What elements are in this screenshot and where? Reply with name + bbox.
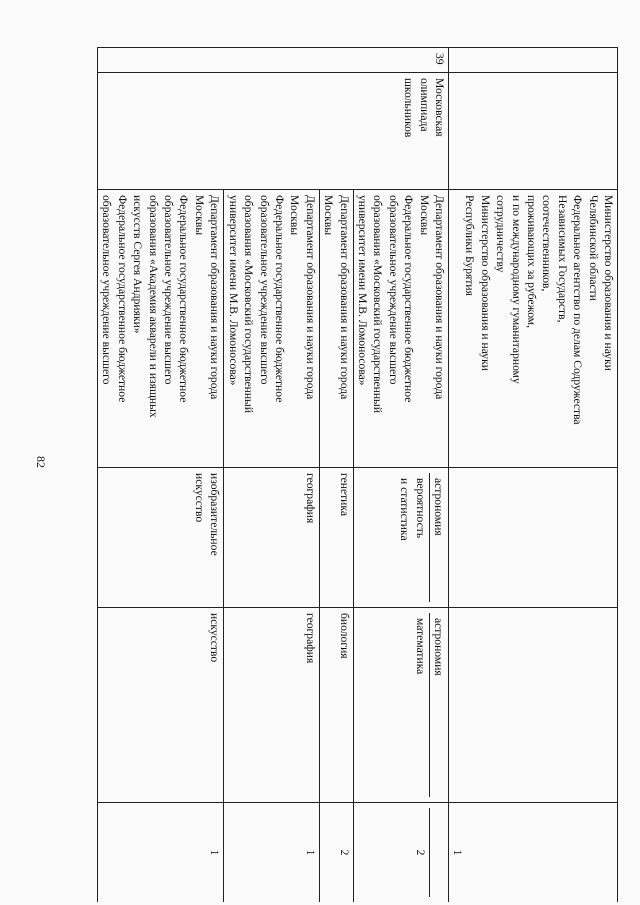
cell-profile-subject: биология	[319, 608, 353, 803]
organizer-line: образования «Московский государственный	[371, 195, 385, 414]
continued-row	[449, 48, 618, 903]
olympiad-name-line: Московская	[433, 78, 446, 137]
organizer-line: Федеральное агентство по делам Содружества	[571, 195, 585, 425]
organizer-line: искусств Сергея Андрияки»	[131, 195, 145, 334]
organizer-line: Москвы	[322, 195, 336, 236]
cell-organizers	[98, 190, 224, 468]
row-number: 39	[433, 53, 446, 65]
cell-level	[449, 803, 618, 903]
level-subtable	[396, 808, 447, 897]
organizer-line: образования «Московский государственный	[242, 195, 256, 414]
subject-item: астрономия	[432, 618, 445, 676]
organizer-line: Республики Бурятия	[463, 195, 477, 296]
organizer-line: образовательное учреждение высшего	[257, 195, 271, 385]
rotated-table-wrapper	[83, 47, 618, 902]
cell-profile-subject: искусство	[98, 608, 224, 803]
cell-profile-subject	[449, 608, 618, 803]
cell-organizers	[353, 190, 448, 468]
organizer-line: Федеральное государственное бюджетное	[115, 195, 129, 403]
level-value: 1	[451, 849, 465, 856]
cell-olympiad-profile: изобразительное искусство	[98, 468, 224, 608]
level-item	[429, 808, 447, 897]
cell-name	[98, 73, 449, 190]
level-item: 2	[396, 808, 430, 897]
cell-level: 1	[224, 803, 319, 903]
profile-item: вероятность и статистика	[396, 473, 429, 602]
page-number: 82	[34, 456, 48, 468]
cell-profile-subject	[353, 608, 448, 803]
organizer-line: Министерство образования и науки	[602, 195, 615, 371]
page-content	[83, 47, 618, 902]
cell-level: 1	[98, 803, 224, 903]
organizer-line: Департамент образования и науки города	[303, 195, 317, 400]
cell-level	[353, 803, 448, 903]
organizer-line: Министерство образования и науки	[478, 195, 492, 371]
profile-subtable	[396, 473, 447, 602]
organizer-line: Челябинской области	[586, 195, 600, 301]
olympiad-table	[97, 47, 618, 902]
organizer-line: и по международному гуманитарному	[509, 195, 523, 384]
organizer-line: Москвы	[288, 195, 302, 236]
cell-organizers	[319, 190, 353, 468]
organizer-line: Департамент образования и науки города	[208, 195, 222, 400]
organizer-line: сотрудничеству	[494, 195, 508, 273]
organizer-line: Федеральное государственное бюджетное	[402, 195, 416, 403]
cell-olympiad-profile: география	[224, 468, 319, 608]
subject-item: математика	[396, 613, 430, 797]
subject-subtable	[396, 613, 447, 797]
organizer-line: Федеральное государственное бюджетное	[177, 195, 191, 403]
organizer-line: образовательное учреждение высшего	[386, 195, 400, 385]
organizer-line: соотечественников,	[540, 195, 554, 292]
olympiad-name-line: школьников	[402, 78, 416, 138]
organizer-line: Москвы	[417, 195, 431, 236]
organizer-line: университет имени М.В. Ломоносова»	[355, 195, 369, 386]
cell-olympiad-profile	[449, 468, 618, 608]
cell-level: 2	[319, 803, 353, 903]
cell-organizers	[449, 190, 618, 468]
organizer-line: образовательное учреждение высшего	[100, 195, 114, 385]
organizer-line: Независимых Государств,	[555, 195, 569, 323]
organizer-line: Федеральное государственное бюджетное	[272, 195, 286, 403]
organizer-line: Департамент образования и науки города	[433, 195, 446, 400]
cell-number	[449, 48, 618, 73]
profile-item: астрономия	[432, 478, 445, 536]
cell-organizers	[224, 190, 319, 468]
cell-number	[98, 48, 449, 73]
organizer-line: университет имени М.В. Ломоносова»	[226, 195, 240, 386]
organizer-line: образования «Академия акварели и изящных	[146, 195, 160, 418]
organizer-line: Москвы	[192, 195, 206, 236]
cell-olympiad-profile: генетика	[319, 468, 353, 608]
olympiad-name-line: олимпиада	[417, 78, 431, 132]
organizer-line: проживающих за рубежом,	[524, 195, 538, 329]
table-row-39	[353, 48, 448, 903]
cell-olympiad-profile	[353, 468, 448, 608]
cell-profile-subject: география	[224, 608, 319, 803]
organizer-line: Департамент образования и науки города	[337, 195, 351, 400]
cell-name	[449, 73, 618, 190]
organizer-line: образовательное учреждение высшего	[162, 195, 176, 385]
